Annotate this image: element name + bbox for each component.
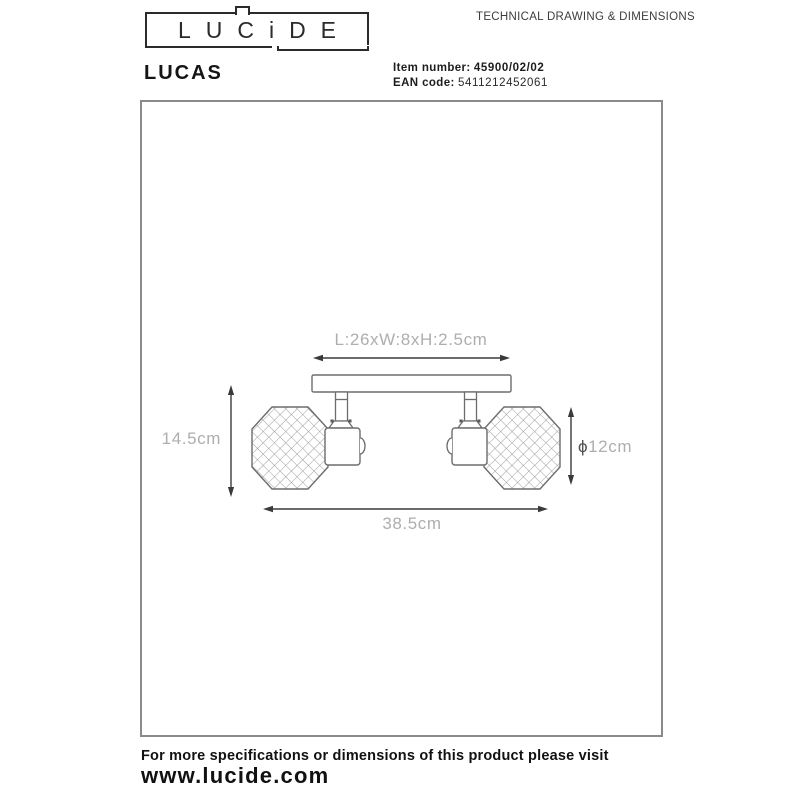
mesh-shade-right [484, 407, 560, 489]
item-number-value: 45900/02/02 [473, 62, 545, 74]
dimension-label-top: L:26xW:8xH:2.5cm [334, 330, 488, 349]
mounting-bar [312, 375, 511, 392]
website-url: www.lucide.com [141, 763, 330, 788]
item-number-label: Item number: [393, 62, 471, 74]
logo-step-line [277, 49, 369, 51]
ean-value: 5411212452061 [457, 77, 549, 89]
technical-drawing [150, 318, 655, 543]
dimension-arrow-right [568, 407, 574, 485]
logo-c-notch [235, 6, 250, 15]
dimension-label-left: 14.5cm [161, 429, 221, 448]
footer-note: For more specifications or dimensions of this product please visit [141, 748, 609, 764]
spot-body-right [452, 428, 487, 465]
stem-left [329, 392, 353, 428]
brand-logo [145, 12, 369, 48]
spot-body-left [325, 428, 360, 465]
spot-knob-right [447, 438, 452, 454]
dimension-arrow-left [228, 385, 234, 497]
diameter-value: 12cm [588, 437, 633, 456]
brand-logo-text: LUCiDE [177, 16, 352, 43]
spot-knob-left [360, 438, 365, 454]
phi-symbol: ϕ [578, 437, 589, 456]
logo-step-end [367, 46, 369, 51]
dimension-label-right [578, 437, 632, 456]
product-meta [393, 61, 548, 91]
item-number-row [393, 61, 548, 76]
dimension-arrow-bottom [263, 506, 548, 512]
product-name: LUCAS [144, 62, 223, 84]
ean-label: EAN code: [393, 77, 455, 89]
stem-right [458, 392, 482, 428]
dimension-label-bottom: 38.5cm [382, 514, 442, 533]
ean-row [393, 76, 548, 91]
mesh-shade-left [252, 407, 328, 489]
dimension-arrow-top [313, 355, 510, 361]
document-title: TECHNICAL DRAWING & DIMENSIONS [476, 11, 695, 23]
